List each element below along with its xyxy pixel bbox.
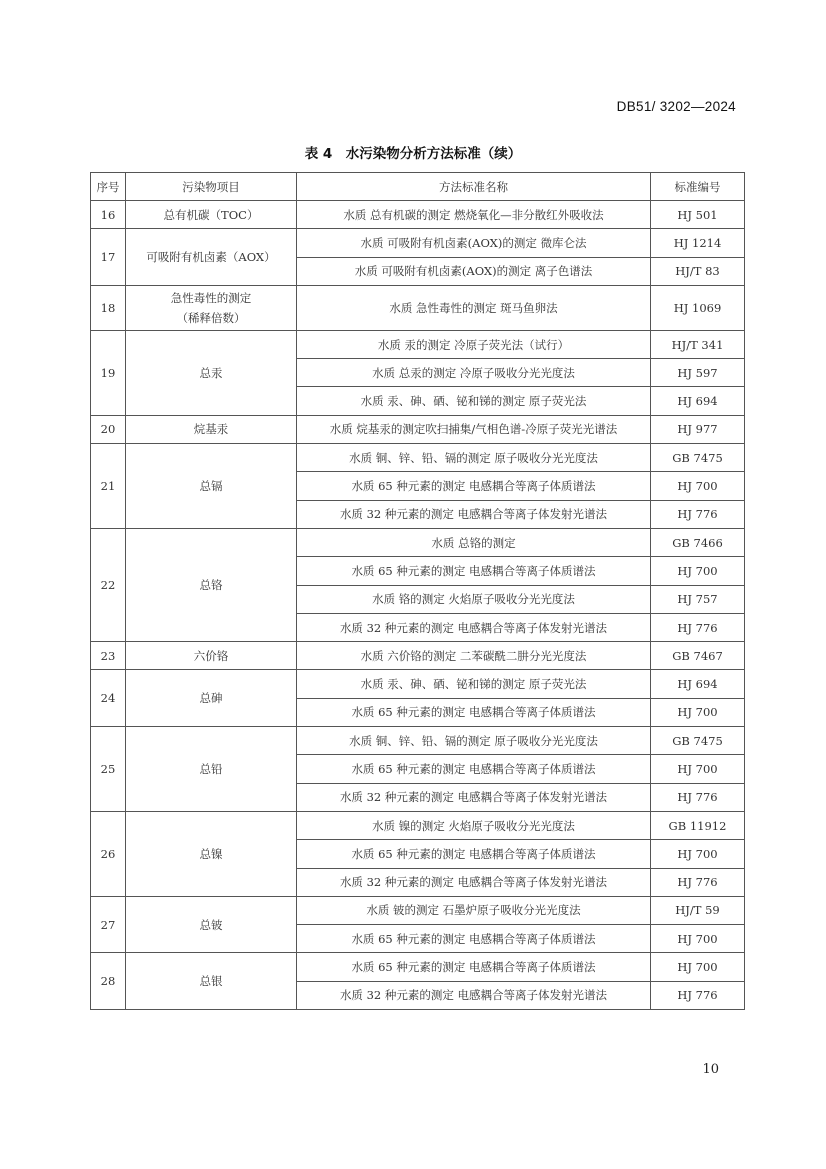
- cell-method-name: 水质 65 种元素的测定 电感耦合等离子体质谱法: [297, 698, 651, 726]
- table-title: 表 4 水污染物分析方法标准（续）: [304, 146, 522, 162]
- cell-standard-code: GB 11912: [651, 811, 745, 839]
- cell-method-name: 水质 65 种元素的测定 电感耦合等离子体质谱法: [297, 925, 651, 953]
- cell-serial-no: 27: [91, 896, 126, 953]
- cell-serial-no: 22: [91, 528, 126, 641]
- cell-standard-code: GB 7466: [651, 528, 745, 556]
- cell-standard-code: GB 7467: [651, 642, 745, 670]
- cell-method-name: 水质 32 种元素的测定 电感耦合等离子体发射光谱法: [297, 783, 651, 811]
- cell-standard-code: HJ 700: [651, 925, 745, 953]
- cell-standard-code: HJ 977: [651, 415, 745, 443]
- cell-method-name: 水质 32 种元素的测定 电感耦合等离子体发射光谱法: [297, 868, 651, 896]
- cell-pollutant-item: 总银: [126, 953, 297, 1010]
- cell-standard-code: HJ 694: [651, 670, 745, 698]
- cell-serial-no: 20: [91, 415, 126, 443]
- cell-serial-no: 25: [91, 727, 126, 812]
- table-row: [91, 201, 745, 229]
- page-number: 10: [702, 1062, 719, 1077]
- table-row: [91, 811, 745, 839]
- cell-standard-code: HJ/T 59: [651, 896, 745, 924]
- cell-pollutant-item: 总铬: [126, 528, 297, 641]
- cell-pollutant-item: 总铍: [126, 896, 297, 953]
- cell-pollutant-item: 总镍: [126, 811, 297, 896]
- cell-method-name: 水质 铜、锌、铅、镉的测定 原子吸收分光光度法: [297, 727, 651, 755]
- cell-method-name: 水质 铍的测定 石墨炉原子吸收分光光度法: [297, 896, 651, 924]
- column-header-no: 序号: [91, 173, 126, 201]
- table-row: [91, 896, 745, 924]
- cell-standard-code: HJ 1069: [651, 285, 745, 330]
- cell-standard-code: HJ/T 83: [651, 257, 745, 285]
- cell-method-name: 水质 急性毒性的测定 斑马鱼卵法: [297, 285, 651, 330]
- cell-method-name: 水质 65 种元素的测定 电感耦合等离子体质谱法: [297, 953, 651, 981]
- table-header-row: [91, 173, 745, 201]
- table-row: [91, 642, 745, 670]
- cell-method-name: 水质 汞、砷、硒、铋和锑的测定 原子荧光法: [297, 387, 651, 415]
- cell-standard-code: HJ 501: [651, 201, 745, 229]
- cell-serial-no: 28: [91, 953, 126, 1010]
- cell-standard-code: HJ 700: [651, 698, 745, 726]
- cell-standard-code: HJ 776: [651, 783, 745, 811]
- cell-method-name: 水质 65 种元素的测定 电感耦合等离子体质谱法: [297, 557, 651, 585]
- cell-pollutant-item: 六价铬: [126, 642, 297, 670]
- cell-pollutant-item: 可吸附有机卤素（AOX）: [126, 229, 297, 286]
- cell-serial-no: 18: [91, 285, 126, 330]
- cell-standard-code: HJ 700: [651, 472, 745, 500]
- cell-standard-code: HJ 757: [651, 585, 745, 613]
- cell-pollutant-item: 烷基汞: [126, 415, 297, 443]
- cell-serial-no: 21: [91, 444, 126, 529]
- cell-standard-code: HJ 700: [651, 755, 745, 783]
- standards-table: [90, 172, 745, 1010]
- cell-method-name: 水质 65 种元素的测定 电感耦合等离子体质谱法: [297, 755, 651, 783]
- cell-standard-code: GB 7475: [651, 444, 745, 472]
- cell-method-name: 水质 铜、锌、铅、镉的测定 原子吸收分光光度法: [297, 444, 651, 472]
- cell-serial-no: 26: [91, 811, 126, 896]
- document-code: DB51/ 3202—2024: [616, 99, 736, 114]
- table-row: [91, 444, 745, 472]
- cell-standard-code: HJ 700: [651, 557, 745, 585]
- cell-method-name: 水质 汞、砷、硒、铋和锑的测定 原子荧光法: [297, 670, 651, 698]
- cell-standard-code: HJ/T 341: [651, 330, 745, 358]
- cell-pollutant-item: 总铅: [126, 727, 297, 812]
- table-row: [91, 285, 745, 330]
- cell-serial-no: 24: [91, 670, 126, 727]
- cell-method-name: 水质 65 种元素的测定 电感耦合等离子体质谱法: [297, 472, 651, 500]
- cell-method-name: 水质 镍的测定 火焰原子吸收分光光度法: [297, 811, 651, 839]
- column-header-method: 方法标准名称: [297, 173, 651, 201]
- table-row: [91, 415, 745, 443]
- cell-standard-code: HJ 1214: [651, 229, 745, 257]
- cell-pollutant-item: 总有机碳（TOC）: [126, 201, 297, 229]
- cell-method-name: 水质 总汞的测定 冷原子吸收分光光度法: [297, 359, 651, 387]
- cell-serial-no: 23: [91, 642, 126, 670]
- cell-pollutant-item: [126, 285, 297, 330]
- table-row: [91, 670, 745, 698]
- pollutant-item-line2: （稀释倍数）: [176, 310, 246, 325]
- cell-standard-code: HJ 776: [651, 868, 745, 896]
- cell-method-name: 水质 总有机碳的测定 燃烧氧化—非分散红外吸收法: [297, 201, 651, 229]
- pollutant-item-line1: 急性毒性的测定: [170, 290, 252, 305]
- cell-method-name: 水质 烷基汞的测定吹扫捕集/气相色谱-冷原子荧光光谱法: [297, 415, 651, 443]
- cell-standard-code: GB 7475: [651, 727, 745, 755]
- cell-standard-code: HJ 776: [651, 613, 745, 641]
- cell-method-name: 水质 32 种元素的测定 电感耦合等离子体发射光谱法: [297, 500, 651, 528]
- column-header-item: 污染物项目: [126, 173, 297, 201]
- table-row: [91, 727, 745, 755]
- cell-standard-code: HJ 776: [651, 500, 745, 528]
- table-row: [91, 953, 745, 981]
- cell-pollutant-item: 总砷: [126, 670, 297, 727]
- table-row: [91, 528, 745, 556]
- column-header-code: 标准编号: [651, 173, 745, 201]
- cell-method-name: 水质 汞的测定 冷原子荧光法（试行）: [297, 330, 651, 358]
- cell-pollutant-item: 总汞: [126, 330, 297, 415]
- cell-serial-no: 17: [91, 229, 126, 286]
- cell-method-name: 水质 32 种元素的测定 电感耦合等离子体发射光谱法: [297, 613, 651, 641]
- cell-method-name: 水质 铬的测定 火焰原子吸收分光光度法: [297, 585, 651, 613]
- cell-method-name: 水质 六价铬的测定 二苯碳酰二肼分光光度法: [297, 642, 651, 670]
- cell-method-name: 水质 65 种元素的测定 电感耦合等离子体质谱法: [297, 840, 651, 868]
- table-body: [91, 201, 745, 1010]
- cell-standard-code: HJ 597: [651, 359, 745, 387]
- cell-pollutant-item: 总镉: [126, 444, 297, 529]
- cell-standard-code: HJ 700: [651, 953, 745, 981]
- cell-method-name: 水质 可吸附有机卤素(AOX)的测定 离子色谱法: [297, 257, 651, 285]
- cell-serial-no: 16: [91, 201, 126, 229]
- cell-method-name: 水质 总铬的测定: [297, 528, 651, 556]
- cell-serial-no: 19: [91, 330, 126, 415]
- cell-standard-code: HJ 700: [651, 840, 745, 868]
- cell-standard-code: HJ 776: [651, 981, 745, 1009]
- table-row: [91, 229, 745, 257]
- cell-standard-code: HJ 694: [651, 387, 745, 415]
- table-row: [91, 330, 745, 358]
- cell-method-name: 水质 32 种元素的测定 电感耦合等离子体发射光谱法: [297, 981, 651, 1009]
- cell-method-name: 水质 可吸附有机卤素(AOX)的测定 微库仑法: [297, 229, 651, 257]
